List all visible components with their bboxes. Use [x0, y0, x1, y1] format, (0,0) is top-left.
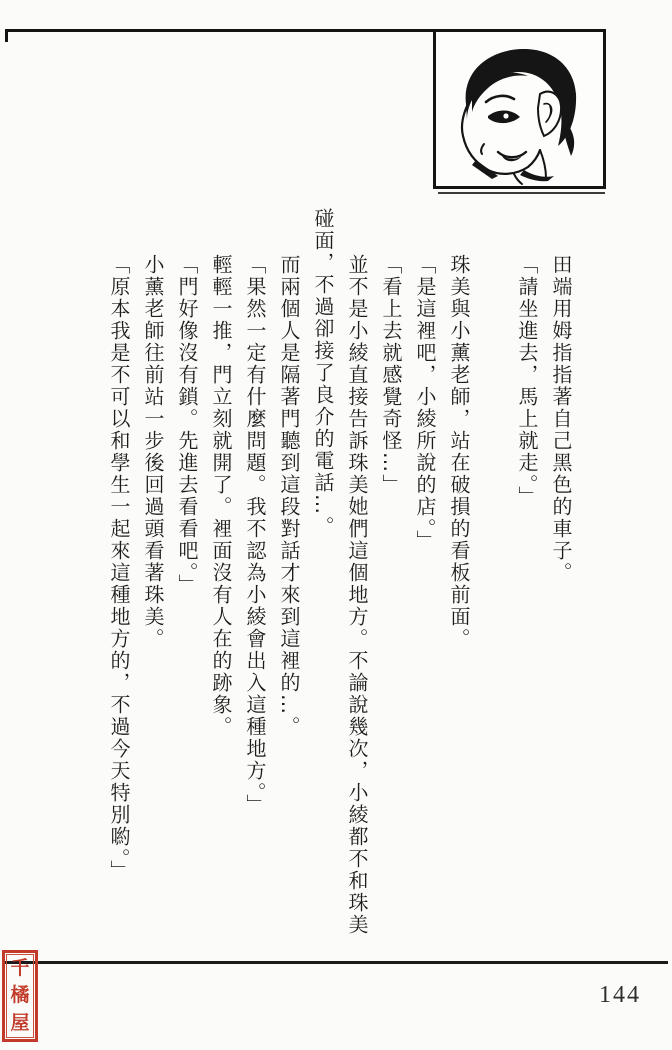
collar-stroke-left — [472, 160, 498, 179]
eye-glint — [503, 113, 508, 118]
text-line: 珠美與小薰老師，站在破損的看板前面。 — [447, 254, 471, 650]
page-number: 144 — [599, 982, 641, 1008]
mouth-line — [498, 152, 526, 157]
text-line: 碰面，不過卻接了良介的電話…。 — [311, 208, 335, 538]
text-line: 「是這裡吧，小綾所說的店。」 — [413, 254, 437, 552]
text-line: 「看上去就感覺奇怪…」 — [379, 254, 403, 496]
text-line: 並不是小綾直接告訴珠美她們這個地方。不論說幾次，小綾都不和珠美 — [345, 254, 369, 936]
collar-stroke-right — [520, 170, 554, 181]
ear-shape — [538, 92, 561, 136]
blank-line — [476, 208, 510, 950]
bottom-rule — [2, 961, 668, 964]
text-line: 「請坐進去，馬上就走。」 — [515, 254, 539, 508]
illustration-panel — [433, 29, 606, 189]
text-line: 而兩個人是隔著門聽到這段對話才來到這裡的…。 — [277, 254, 301, 738]
seal-character: 橘 — [10, 985, 30, 1007]
text-line: 「原本我是不可以和學生一起來這種地方的，不過今天特別喲。」 — [107, 254, 131, 882]
top-rule-left-tick — [5, 29, 8, 42]
eyebrow-line — [486, 96, 514, 102]
neck-line-left — [514, 174, 522, 184]
seal-character: 千 — [10, 958, 30, 980]
text-line: 田端用姆指指著自己黑色的車子。 — [549, 254, 573, 584]
text-line: 「門好像沒有鎖。先進去看看吧。」 — [175, 254, 199, 596]
seal-character: 屋 — [10, 1012, 30, 1034]
publisher-seal — [2, 950, 38, 1042]
text-line: 小薰老師往前站一步後回過頭看著珠美。 — [141, 254, 165, 650]
jaw-line — [488, 150, 540, 174]
panel-shadow-line — [438, 192, 605, 194]
vertical-text-block — [102, 208, 578, 950]
hair-strand — [563, 122, 574, 156]
nose-line — [481, 144, 484, 154]
text-line: 輕輕一推，門立刻就開了。裡面沒有人在的跡象。 — [209, 254, 233, 738]
woman-portrait-illustration — [436, 32, 603, 186]
face-outline — [462, 96, 488, 170]
text-line: 「果然一定有什麼問題。我不認為小綾會出入這種地方。」 — [243, 254, 267, 816]
neck-line-right — [540, 150, 546, 178]
seal-inner-frame — [6, 954, 34, 1038]
